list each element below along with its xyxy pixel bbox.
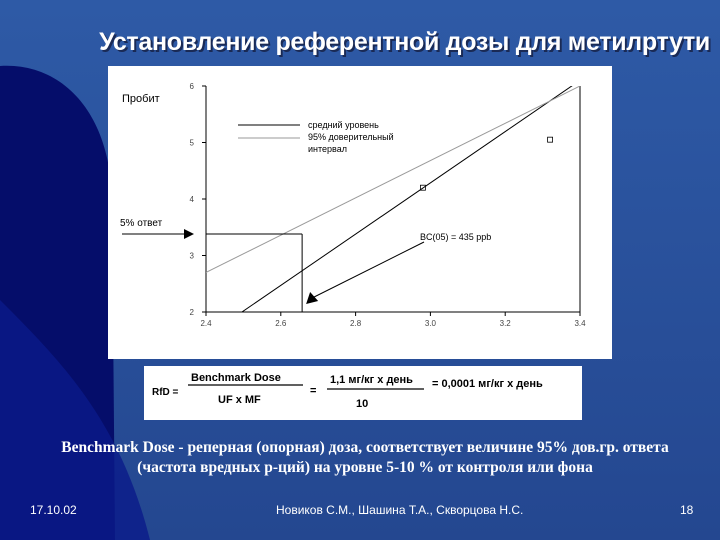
y-tick-label: 4 bbox=[189, 195, 194, 204]
series-line-ci bbox=[206, 86, 580, 272]
response-arrow-head bbox=[184, 229, 194, 239]
x-tick-label: 2.6 bbox=[275, 319, 287, 328]
response-label: 5% ответ bbox=[120, 218, 163, 229]
series-line-mean bbox=[217, 80, 580, 329]
bmd-label: BC(05) = 435 ppb bbox=[420, 232, 492, 242]
y-tick-label: 6 bbox=[189, 82, 194, 91]
data-point bbox=[548, 137, 553, 142]
footer-date: 17.10.02 bbox=[30, 503, 77, 517]
y-axis-label: Пробит bbox=[122, 93, 160, 105]
formula-den-right: 10 bbox=[356, 398, 369, 410]
x-tick-label: 3.4 bbox=[574, 319, 586, 328]
formula-lhs: RfD = bbox=[152, 387, 179, 398]
y-tick-label: 5 bbox=[189, 138, 194, 148]
footer-authors: Новиков С.М., Шашина Т.А., Скворцова Н.С. bbox=[276, 503, 524, 517]
bmd-arrow-shaft bbox=[312, 242, 424, 298]
footer-page-number: 18 bbox=[680, 503, 694, 517]
x-tick-label: 3.0 bbox=[424, 319, 436, 328]
legend-label-ci: 95% доверительный интервал bbox=[308, 132, 394, 154]
slide-description: Benchmark Dose - реперная (опорная) доза, соответствует величине 95% дов.гр. ответа (частота вредных р-ций) на уровне 5-10 % от контроля или фона bbox=[61, 439, 669, 476]
formula-num-right: 1,1 мг/кг х день bbox=[330, 374, 413, 386]
bmd-arrow-head bbox=[306, 292, 318, 304]
x-tick-label: 2.4 bbox=[200, 319, 212, 328]
x-tick-label: 2.8 bbox=[350, 319, 362, 328]
x-tick-label: 3.2 bbox=[499, 319, 511, 328]
probit-chart bbox=[108, 66, 612, 359]
formula-eq: = bbox=[310, 385, 317, 397]
y-tick-label: 3 bbox=[189, 251, 194, 261]
chart-panel bbox=[108, 66, 612, 359]
formula-num-left: Benchmark Dose bbox=[191, 372, 281, 384]
y-tick-label: 2 bbox=[189, 308, 194, 317]
slide-title: Установление референтной дозы для метилртути bbox=[99, 28, 710, 56]
formula-result: = 0,0001 мг/кг х день bbox=[432, 378, 543, 390]
rfd-formula bbox=[144, 366, 582, 420]
formula-den-left: UF x MF bbox=[218, 394, 261, 406]
legend-label-mean: средний уровень bbox=[308, 120, 379, 130]
